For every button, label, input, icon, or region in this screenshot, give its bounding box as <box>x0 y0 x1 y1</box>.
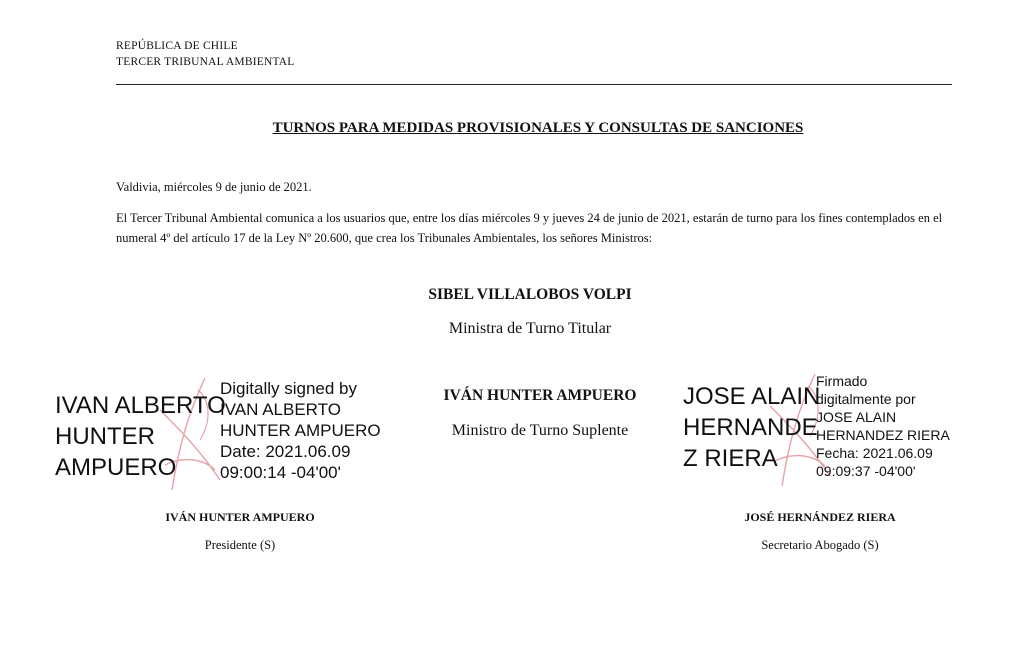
president-role: Presidente (S) <box>204 538 276 552</box>
right-signature-detail: HERNANDEZ RIERA <box>816 427 950 443</box>
right-signature-detail: Fecha: 2021.06.09 <box>816 445 933 461</box>
secretary-role: Secretario Abogado (S) <box>761 538 879 552</box>
header-country: REPÚBLICA DE CHILE <box>116 40 238 52</box>
right-signature-name-line: HERNANDE <box>683 414 818 441</box>
president-name: IVÁN HUNTER AMPUERO <box>165 510 315 524</box>
body-paragraph: El Tercer Tribunal Ambiental comunica a los usuarios que, entre los días miércoles 9 y jueves 24 de junio de 2021, estarán de turno para los fines contemplados en el numeral 4º del artículo 17 de la Ley Nº 20.600, que crea los Tribunales Ambientales, los señores Ministros: <box>116 211 943 245</box>
right-signature-detail: 09:09:37 -04'00' <box>816 463 916 479</box>
date-line: Valdivia, miércoles 9 de junio de 2021. <box>116 180 312 194</box>
secretary-name: JOSÉ HERNÁNDEZ RIERA <box>744 510 896 524</box>
left-signature-name-line: IVAN ALBERTO <box>55 392 226 419</box>
right-signature-detail: Firmado <box>816 373 868 389</box>
substitute-minister-name: IVÁN HUNTER AMPUERO <box>443 387 637 404</box>
left-signature-detail: Digitally signed by <box>220 379 358 398</box>
right-signature-detail: digitalmente por <box>816 391 916 407</box>
right-signature-details <box>816 372 976 480</box>
right-signature-name <box>683 381 823 474</box>
left-signature-detail: 09:00:14 -04'00' <box>220 463 341 482</box>
titular-minister-role: Ministra de Turno Titular <box>448 320 612 337</box>
document-title: TURNOS PARA MEDIDAS PROVISIONALES Y CONSULTAS DE SANCIONES <box>272 120 804 136</box>
left-signature-detail: IVAN ALBERTO <box>220 400 341 419</box>
titular-minister-name: SIBEL VILLALOBOS VOLPI <box>428 286 632 303</box>
left-signature-detail: HUNTER AMPUERO <box>220 421 381 440</box>
right-signature-name-line: Z RIERA <box>683 445 778 472</box>
right-signature-name-line: JOSE ALAIN <box>683 383 821 410</box>
left-signature-detail: Date: 2021.06.09 <box>220 442 351 461</box>
left-signature-name <box>55 390 225 483</box>
substitute-minister-role: Ministro de Turno Suplente <box>451 422 629 439</box>
header-tribunal: TERCER TRIBUNAL AMBIENTAL <box>116 56 295 68</box>
right-signature-detail: JOSE ALAIN <box>816 409 897 425</box>
left-signature-details <box>220 378 390 483</box>
left-signature-name-line: HUNTER <box>55 423 155 450</box>
left-signature-name-line: AMPUERO <box>55 454 177 481</box>
header-divider <box>116 84 952 85</box>
